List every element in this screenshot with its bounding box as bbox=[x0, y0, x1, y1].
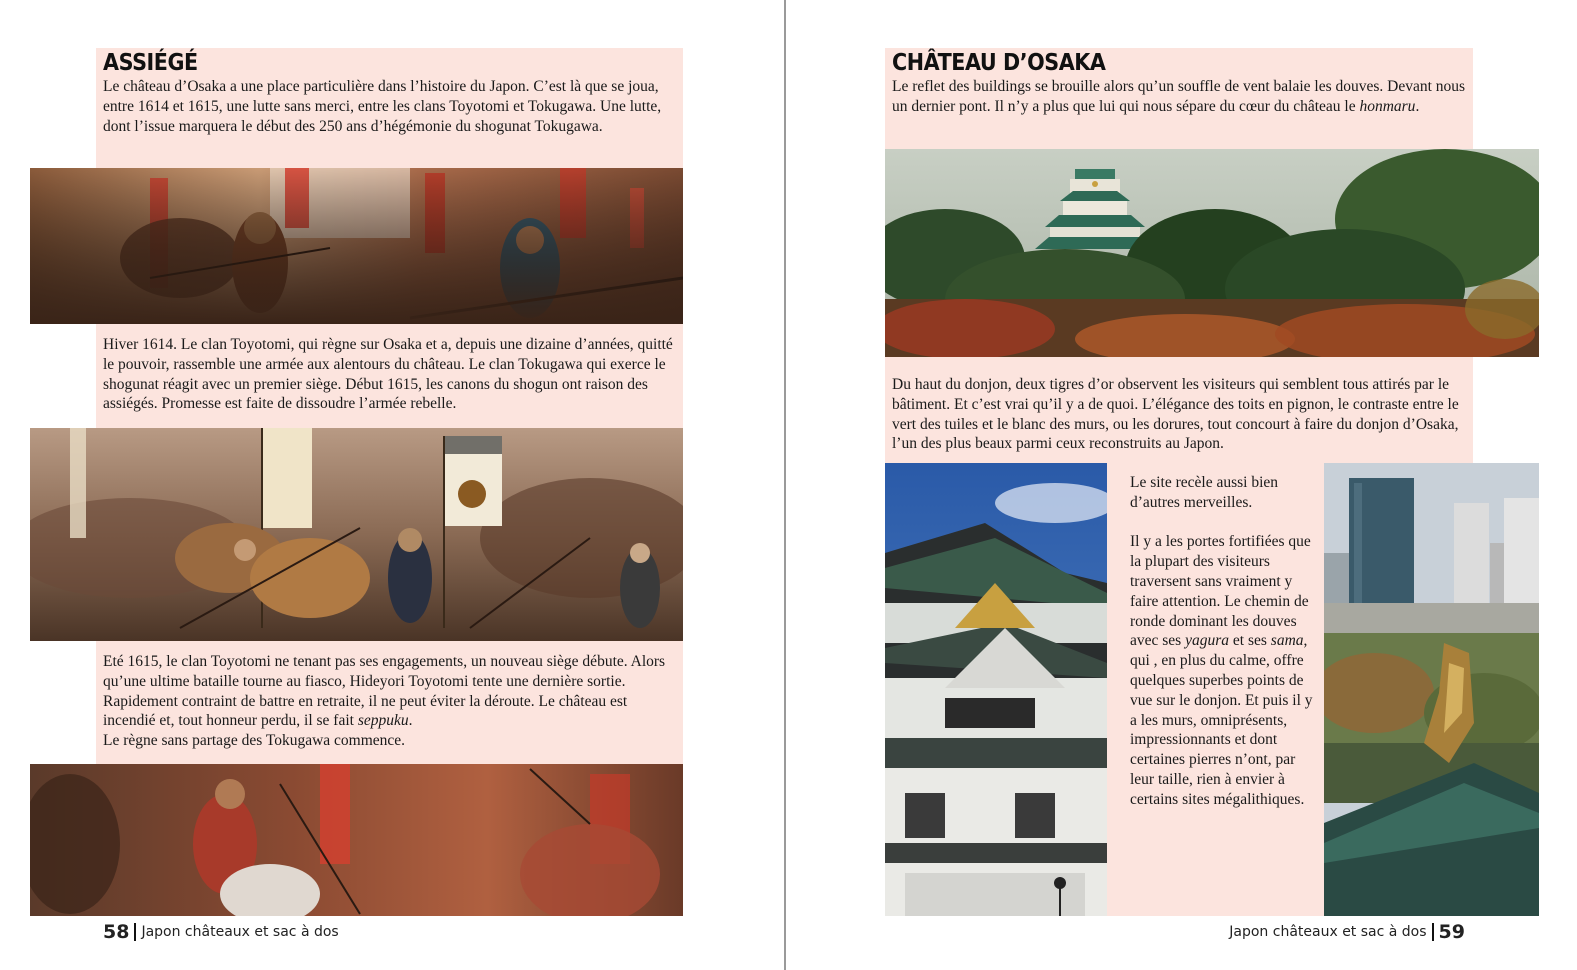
footer-divider-right bbox=[1432, 923, 1434, 941]
samurai-battle-photo-2 bbox=[30, 428, 683, 641]
right-column-text: Le site recèle aussi bien d’autres merveilles. Il y a les portes fortifiées que la plupart des visiteurs traversent sans vraiment y faire attention. Le chemin de ronde dominant les douves avec ses yagura et ses sama, qui , en plus du calme, offre quelques superbes points de vue sur le donjon. Et puis il y a les murs, omniprésents, impressionnants et dont certaines pierres n’ont, par leur taille, rien à envier à certains sites mégalithiques. bbox=[1130, 474, 1313, 808]
page-gutter bbox=[784, 0, 786, 970]
left-heading: ASSIÉGÉ bbox=[103, 50, 198, 76]
left-paragraph-3: Eté 1615, le clan Toyotomi ne tenant pas ses engagements, un nouveau siège débute. Alors qu’une ultime bataille tourne au fiasco, Hideyori Toyotomi tente une dernière sortie. Rapidement contraint de battre en retraite, il ne peut éviter la déroute. Le château est incendié et, tout honneur perdu, il se fait seppuku. Le règne sans partage des Tokugawa commence. bbox=[103, 653, 666, 750]
page-number-right: 59 bbox=[1438, 921, 1465, 943]
left-paragraph-1: Le château d’Osaka a une place particulière dans l’histoire du Japon. C’est là que se joua, entre 1614 et 1615, une lutte sans merci, entre les clans Toyotomi et Tokugawa. Une lutte, dont l’issue marquera le début des 250 ans d’hégémonie du shogunat Tokugawa. bbox=[103, 78, 662, 135]
osaka-castle-panorama-photo bbox=[885, 149, 1539, 357]
footer-title-right: Japon châteaux et sac à dos bbox=[1229, 924, 1427, 940]
skyline-roof-photo bbox=[1324, 463, 1539, 916]
right-heading: CHÂTEAU D’OSAKA bbox=[892, 50, 1106, 76]
samurai-figurines-photo-1 bbox=[30, 168, 683, 324]
left-footer bbox=[103, 918, 339, 946]
right-footer bbox=[1229, 918, 1465, 946]
castle-closeup-photo bbox=[885, 463, 1107, 916]
samurai-horseman-photo-3 bbox=[30, 764, 683, 916]
page-number-left: 58 bbox=[103, 921, 130, 943]
left-paragraph-2: Hiver 1614. Le clan Toyotomi, qui règne sur Osaka et a, depuis une dizaine d’années, quitté le pouvoir, rassemble une armée aux alentours du château. Le clan Tokugawa qui exerce le shogunat réagit avec un premier siège. Début 1615, les canons du shogun ont raison des assiégés. Promesse est faite de dissoudre l’armée rebelle. bbox=[103, 336, 673, 413]
right-paragraph-1: Le reflet des buildings se brouille alors qu’un souffle de vent balaie les douves. Devant nous un dernier pont. Il n’y a plus que lui qui nous sépare du cœur du château le honmaru. bbox=[892, 78, 1466, 115]
footer-title-left: Japon châteaux et sac à dos bbox=[141, 924, 339, 940]
right-paragraph-2: Du haut du donjon, deux tigres d’or observent les visiteurs qui semblent tous attirés par le bâtiment. Et c’est vrai qu’il y a de quoi. L’élégance des toits en pignon, le contraste entre le vert des tuiles et le blanc des murs, ou les dorures, tout concourt à faire du donjon d’Osaka, l’un des plus beaux parmi ceux reconstruits au Japon. bbox=[892, 376, 1459, 453]
footer-divider-left bbox=[134, 923, 136, 941]
